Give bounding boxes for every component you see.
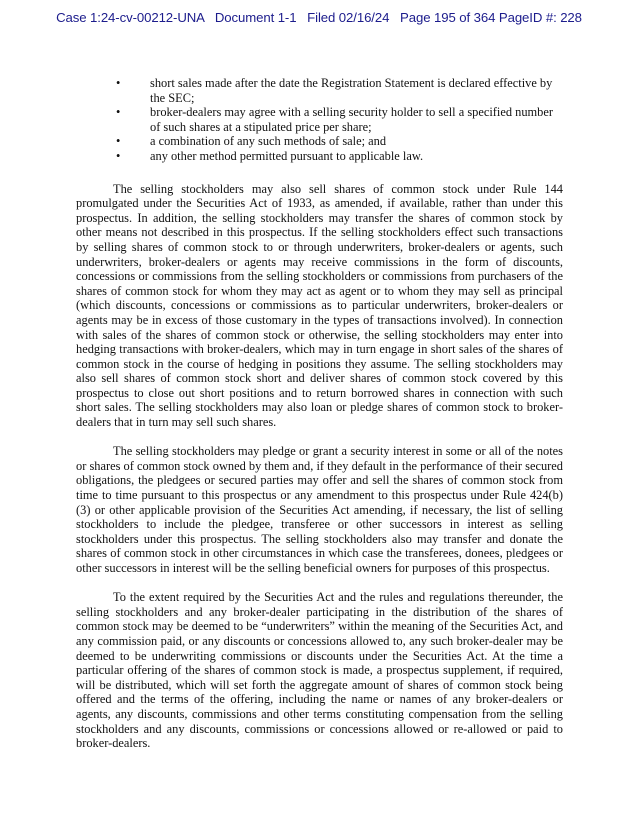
paragraph-pledge-and-donation: The selling stockholders may pledge or grant a security interest in some or all of the notes or shares of common stock owned by them and, if they default in the performance of their secured obligations, the pledgees or secured parties may offer and sell the shares of common stock from time to time pursuant to this prospectus or any amendment to this prospectus under Rule 424(b)(3) or other applicable provision of the Securities Act amending, if necessary, the list of selling stockholders to include the pledgee, transferee or other successors in interest as selling stockholders under this prospectus. The selling stockholders also may transfer and donate the shares of common stock in other circumstances in which case the transferees, donees, pledgees or other successors in interest will be the selling beneficial owners for purposes of this prospectus.	[76, 444, 563, 575]
court-filing-header: Case 1:24-cv-00212-UNA Document 1-1 Filed 02/16/24 Page 195 of 364 PageID #: 228	[56, 10, 582, 25]
bullet-icon: •	[116, 76, 121, 90]
paragraph-underwriters-and-supplement: To the extent required by the Securities Act and the rules and regulations thereunder, the selling stockholders and any broker-dealer participating in the distribution of the shares of common stock may be deemed to be “underwriters” within the meaning of the Securities Act, and any commission paid, or any discounts or concessions allowed to, any such broker-dealer may be deemed to be underwriting commissions or discounts under the Securities Act. At the time a particular offering of the shares of common stock is made, a prospectus supplement, if required, will be distributed, which will set forth the aggregate amount of shares of common stock being offered and the terms of the offering, including the name or names of any broker-dealers or agents, any discounts, commissions and other terms constituting compensation from the selling stockholders and any discounts, commissions or concessions allowed or re-allowed or paid to broker-dealers.	[76, 590, 563, 751]
bullet-icon: •	[116, 134, 121, 149]
list-item	[76, 105, 563, 134]
sale-methods-list	[76, 76, 563, 164]
list-item	[76, 134, 563, 149]
bullet-icon: •	[116, 105, 121, 120]
list-item	[76, 76, 563, 105]
list-item-text: short sales made after the date the Registration Statement is declared effective by the SEC;	[150, 76, 553, 105]
document-body	[76, 76, 563, 765]
list-item-text: any other method permitted pursuant to applicable law.	[150, 148, 424, 163]
list-item-text: broker-dealers may agree with a selling security holder to sell a specified number of such shares at a stipulated price per share;	[150, 105, 553, 134]
bullet-icon: •	[116, 148, 121, 163]
paragraph-rule-144-and-hedging: The selling stockholders may also sell shares of common stock under Rule 144 promulgated under the Securities Act of 1933, as amended, if available, rather than under this prospectus. In addition, the selling stockholders may transfer the shares of common stock by other means not described in this prospectus. If the selling stockholders effect such transactions by selling shares of common stock to or through underwriters, broker-dealers or agents, such underwriters, broker-dealers or agents may receive commissions in the form of discounts, concessions or commissions from the selling stockholders or commissions from purchasers of the shares of common stock for whom they may act as agent or to whom they may sell as principal (which discounts, concessions or commissions as to particular underwriters, broker-dealers or agents may be in excess of those customary in the types of transactions involved). In connection with sales of the shares of common stock or otherwise, the selling stockholders may enter into hedging transactions with broker-dealers, which may in turn engage in short sales of the shares of common stock in the course of hedging in positions they assume. The selling stockholders may also sell shares of common stock short and deliver shares of common stock covered by this prospectus to close out short positions and to return borrowed shares in connection with such short sales. The selling stockholders may also loan or pledge shares of common stock to broker-dealers that in turn may sell such shares.	[76, 181, 563, 430]
list-item	[76, 149, 563, 164]
list-item-text: a combination of any such methods of sale; and	[150, 134, 387, 149]
